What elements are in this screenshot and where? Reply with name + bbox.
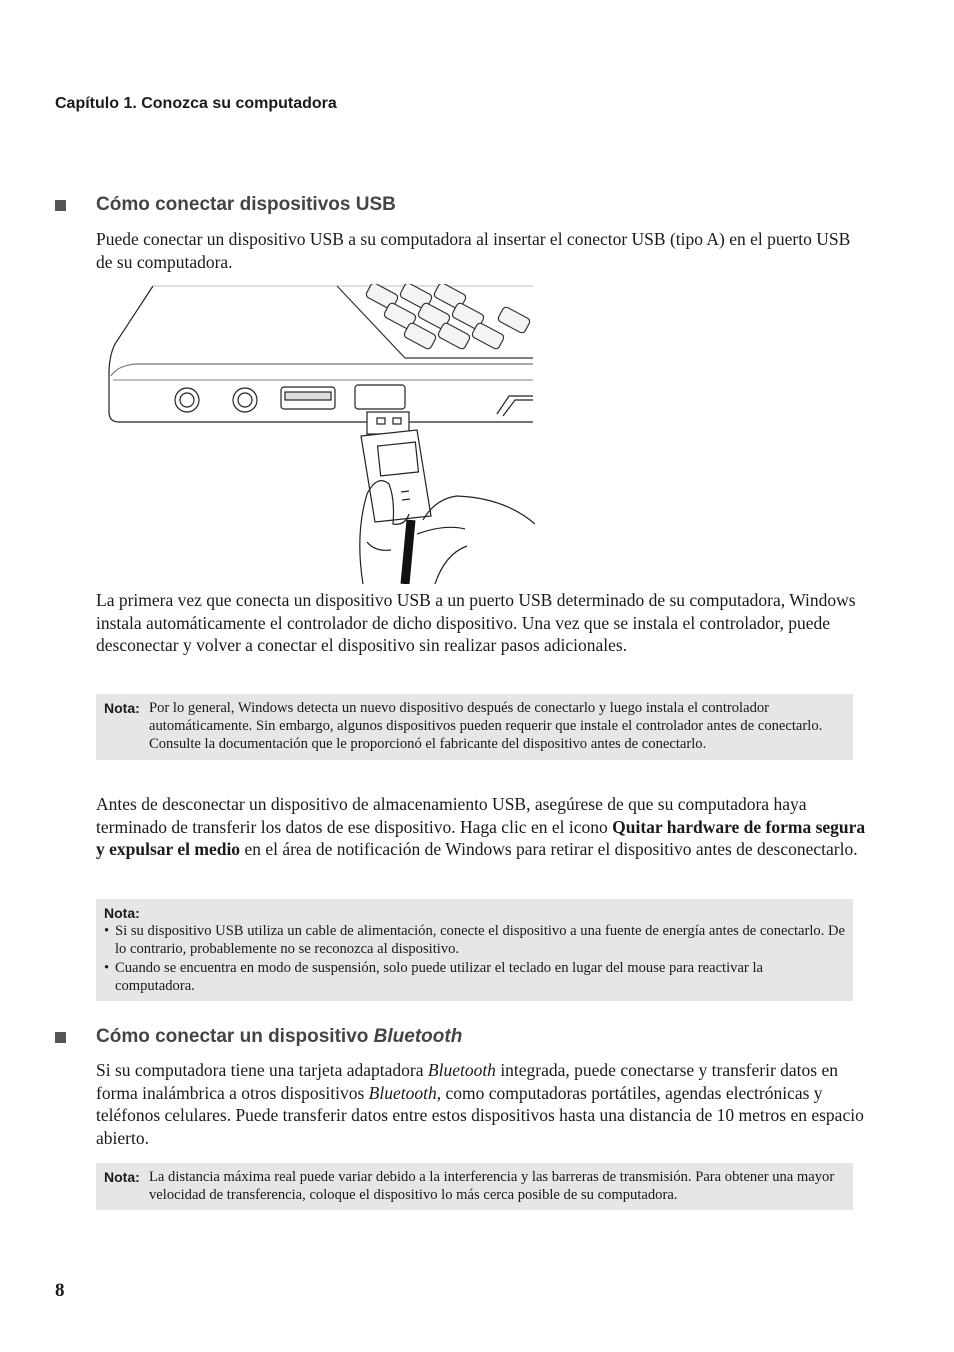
usb-remove-text-end: en el área de notificación de Windows para retirar el dispositivo antes de desconectarlo. (240, 839, 858, 860)
note-list-item: • Cuando se encuentra en modo de suspensión, solo puede utilizar el teclado en lugar del mouse para reactivar la computadora. (104, 959, 845, 995)
note-list (104, 922, 845, 995)
bluetooth-paragraph (96, 1059, 866, 1149)
page-number: 8 (55, 1280, 65, 1301)
usb-remove-text-start: Antes de desconectar un dispositivo de almacenamiento USB, asegúrese de que su computadora haya terminado de transferir los datos de ese dispositivo. Haga clic en el icono (96, 794, 807, 837)
bt-text-2: integrada, puede conectarse y transferir datos en forma inalámbrica a otros dispositivos (96, 1060, 838, 1103)
section-heading-usb-text: Cómo conectar dispositivos USB (96, 194, 396, 215)
note-box-distance (96, 1163, 853, 1210)
section-heading-bluetooth-italic: Bluetooth (373, 1026, 463, 1047)
note-list-item: • Si su dispositivo USB utiliza un cable de alimentación, conecte el dispositivo a una fuente de energía antes de conectarlo. De lo contrario, probablemente no se reconozca al dispositivo. (104, 922, 845, 958)
square-bullet-icon (55, 200, 66, 211)
section-heading-bluetooth-text: Cómo conectar un dispositivo (96, 1026, 374, 1047)
bt-text-3: , como computadoras portátiles, agendas electrónicas y teléfonos celulares. Puede transferir datos entre estos dispositivos hasta una distancia de 10 metros en espacio abierto. (96, 1082, 864, 1148)
bt-italic-2: Bluetooth (368, 1082, 437, 1103)
note-label: Nota: (104, 905, 140, 921)
usb-first-time-paragraph: La primera vez que conecta un dispositivo USB a un puerto USB determinado de su computadora, Windows instala automáticamente el controlador de dicho dispositivo. Una vez que se instala el controlador, puede desconectar y volver a conectar el dispositivo sin realizar pasos adicionales. (96, 590, 856, 656)
note-text: La distancia máxima real puede variar debido a la interferencia y las barreras de transmisión. Para obtener una mayor velocidad de transferencia, coloque el dispositivo lo más cerca posible de su computadora. (149, 1169, 835, 1204)
usb-connection-illustration (105, 284, 535, 584)
usb-intro-paragraph: Puede conectar un dispositivo USB a su computadora al insertar el conector USB (tipo A) en el puerto USB de su computadora. (96, 229, 851, 272)
section-heading-bluetooth (55, 1026, 462, 1048)
note-text: Por lo general, Windows detecta un nuevo dispositivo después de conectarlo y luego instala el controlador automáticamente. Sin embargo, algunos dispositivos pueden requerir que instale el controlador antes de conectarlo. Consulte la documentación que le proporcionó el fabricante del dispositivo antes de conectarlo. (149, 700, 823, 753)
note-box-power (96, 899, 853, 1001)
usb-remove-paragraph (96, 793, 866, 861)
chapter-header: Capítulo 1. Conozca su computadora (55, 95, 337, 112)
bt-text-1: Si su computadora tiene una tarjeta adaptadora (96, 1060, 428, 1080)
safely-remove-hardware-label: Quitar hardware de forma segura y expulsar el medio (96, 816, 866, 860)
square-bullet-icon (55, 1032, 66, 1043)
note-label: Nota: (104, 700, 140, 716)
note-box-driver (96, 694, 853, 760)
note-label: Nota: (104, 1169, 140, 1185)
section-heading-usb (55, 194, 396, 216)
bt-italic-1: Bluetooth (427, 1060, 496, 1080)
